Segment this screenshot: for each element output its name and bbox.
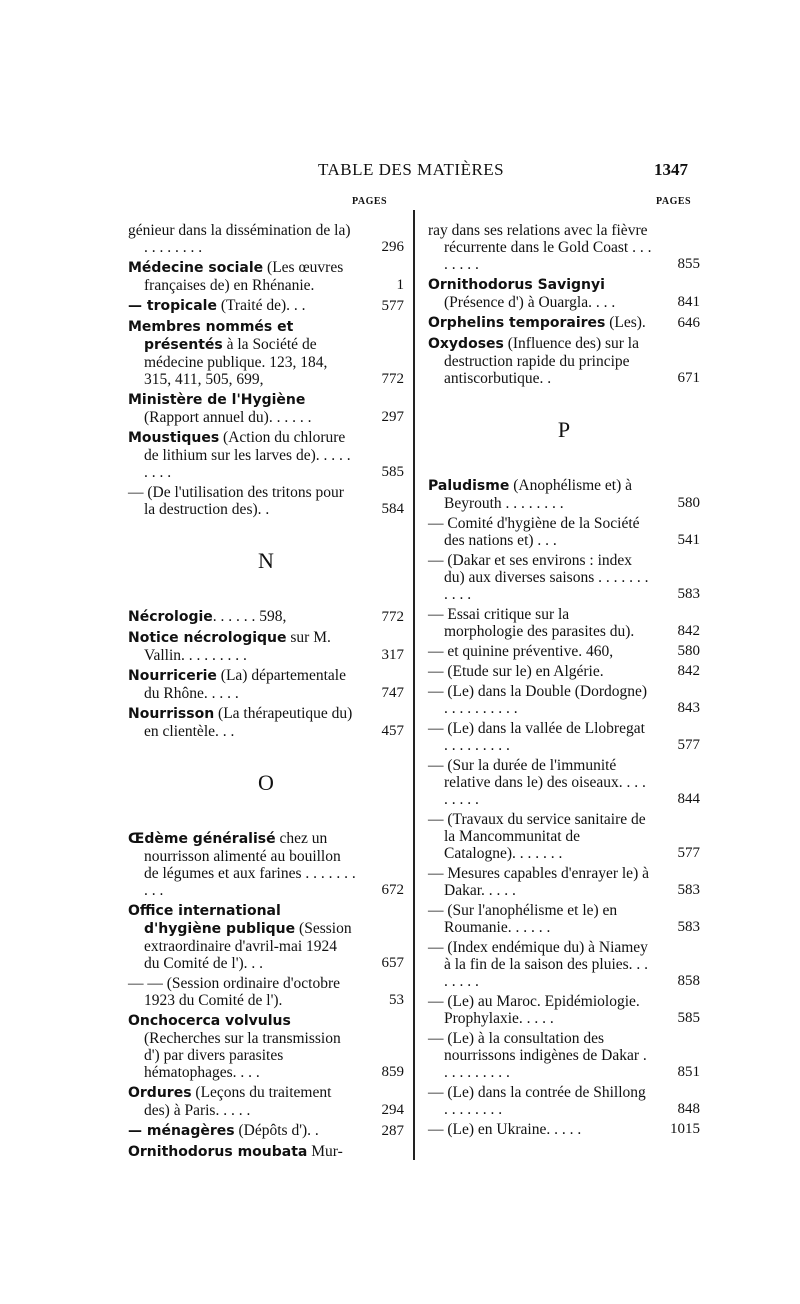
entry-page-number: 577	[677, 737, 700, 753]
entry-description: (Session extraordinaire d'avril-mai 1924 du Comité de l'). . .	[144, 920, 352, 972]
entry-text	[128, 705, 404, 740]
entry-description: ray dans ses relations avec la fièvre récurrente dans le Gold Coast . . . . . . . .	[428, 222, 652, 273]
entry-keyword: Ornithodorus moubata	[128, 1144, 308, 1160]
entry-text	[428, 1084, 700, 1118]
entry-description: — (Index endémique du) à Niamey à la fin de la saison des pluies. . . . . . . .	[428, 939, 649, 990]
right-entries-o	[428, 222, 700, 387]
entry-page-number: 297	[381, 409, 404, 425]
entry-page-number: 583	[677, 586, 700, 602]
index-entry	[428, 902, 700, 936]
entry-text	[428, 757, 700, 808]
entry-text	[128, 902, 404, 972]
entry-text	[128, 1084, 404, 1119]
entry-description: (Présence d') à Ouargla. . . .	[444, 294, 616, 311]
entry-page-number: 577	[381, 298, 404, 314]
entry-text	[428, 515, 700, 549]
entry-description: (Recherches sur la transmission d') par divers parasites hématophages. . . .	[144, 1030, 341, 1081]
entry-description: — Essai critique sur la morphologie des parasites du).	[428, 606, 635, 640]
entry-text	[428, 720, 700, 754]
entry-description: — (Dakar et ses environs : index du) aux diverses saisons . . . . . . . . . . .	[428, 552, 649, 603]
entry-description: sur M. Vallin. . . . . . . . .	[144, 629, 331, 664]
entry-text	[128, 318, 404, 388]
entry-page-number: 287	[381, 1123, 404, 1139]
entry-text	[428, 663, 700, 680]
entry-page-number: 584	[381, 501, 404, 517]
index-entry	[428, 276, 700, 311]
entry-description: — (Sur la durée de l'immunité relative dans le) des oiseaux. . . . . . . . .	[428, 757, 646, 808]
entry-description: à la Société de médecine publique. 123, 184, 315, 411, 505, 699,	[144, 336, 328, 388]
entry-text	[128, 1122, 404, 1140]
index-entry	[128, 259, 404, 294]
entry-description: Mur-	[307, 1143, 343, 1160]
entry-page-number: 855	[677, 256, 700, 272]
entry-text	[428, 335, 700, 387]
index-entry	[128, 1122, 404, 1140]
entry-page-number: 844	[677, 791, 700, 807]
index-entry	[128, 629, 404, 664]
entry-description: — Comité d'hygiène de la Société des nations et) . . .	[428, 515, 640, 549]
entry-page-number: 859	[381, 1064, 404, 1080]
entry-keyword: Paludisme	[428, 478, 510, 494]
entry-description: — (Le) dans la Double (Dordogne) . . . . . . . . . .	[428, 683, 648, 717]
entry-page-number: 772	[381, 371, 404, 387]
entry-description: — Mesures capables d'enrayer le) à Dakar. . . . .	[428, 865, 649, 899]
entry-keyword: Membres nommés et présentés	[128, 319, 294, 353]
entry-text	[128, 1012, 404, 1081]
entry-text	[428, 276, 700, 311]
entry-text	[128, 259, 404, 294]
index-entry	[128, 667, 404, 702]
entry-text	[128, 608, 404, 626]
entry-page-number: 672	[381, 882, 404, 898]
section-letter-n: N	[258, 548, 274, 573]
entry-description: . . . . . . 598,	[212, 608, 287, 625]
entry-text	[128, 975, 404, 1009]
left-entries-m	[128, 222, 404, 518]
entry-text	[128, 1143, 404, 1161]
entry-description: (Traité de). . .	[216, 297, 306, 314]
entry-text	[428, 314, 700, 332]
entry-description: (Anophélisme et) à Beyrouth . . . . . . . .	[444, 477, 633, 512]
entry-page-number: 848	[677, 1101, 700, 1117]
entry-description: chez un nourrisson alimenté au bouillon de légumes et aux farines . . . . . . . . . .	[144, 830, 356, 899]
entry-description: (La) départementale du Rhône. . . . .	[144, 667, 346, 702]
entry-text	[428, 683, 700, 717]
entry-description: — — (Session ordinaire d'octobre 1923 du Comité de l').	[128, 975, 340, 1009]
entry-description: (Dépôts d'). .	[234, 1122, 319, 1139]
left-entries-n	[128, 608, 404, 740]
entry-keyword: Onchocerca volvulus	[128, 1013, 291, 1029]
entry-text	[428, 993, 700, 1027]
index-entry	[128, 297, 404, 315]
index-entry	[428, 1121, 700, 1138]
entry-text	[428, 643, 700, 660]
entry-keyword: Nourrisson	[128, 706, 215, 722]
entry-page-number: 858	[677, 973, 700, 989]
entry-text	[428, 811, 700, 862]
entry-page-number: 580	[677, 643, 700, 659]
entry-description: — (De l'utilisation des tritons pour la destruction des). .	[128, 484, 344, 518]
entry-text	[128, 629, 404, 664]
index-entry	[428, 643, 700, 660]
entry-page-number: 577	[677, 845, 700, 861]
entry-text	[128, 429, 404, 481]
entry-page-number: 842	[677, 663, 700, 679]
entry-description: (Leçons du traitement des) à Paris. . . . .	[144, 1084, 332, 1119]
index-entry	[428, 993, 700, 1027]
entry-page-number: 772	[381, 609, 404, 625]
entry-page-number: 747	[381, 685, 404, 701]
entry-description: (Rapport annuel du). . . . . .	[144, 409, 312, 426]
index-entry	[128, 1012, 404, 1081]
page-number: 1347	[654, 160, 688, 179]
section-letter-o: O	[258, 770, 274, 795]
entry-description: — et quinine préventive. 460,	[428, 643, 614, 660]
section-letter-p: P	[557, 417, 571, 442]
entry-description: — (Le) dans la vallée de Llobregat . . . . . . . . .	[428, 720, 645, 754]
index-entry	[128, 608, 404, 626]
entry-keyword: — ménagères	[128, 1123, 235, 1139]
entry-keyword: Nourricerie	[128, 668, 217, 684]
entry-description: — (Le) à la consultation des nourrissons indigènes de Dakar . . . . . . . . . .	[428, 1030, 647, 1081]
page-title: TABLE DES MATIÈRES	[318, 160, 505, 179]
entry-text	[128, 484, 404, 518]
index-entry	[128, 391, 404, 426]
entry-keyword: Médecine sociale	[128, 260, 264, 276]
index-entry	[428, 477, 700, 512]
index-entry	[128, 902, 404, 972]
entry-page-number: 585	[381, 464, 404, 480]
entry-description: — (Le) dans la contrée de Shillong . . . . . . . .	[428, 1084, 646, 1118]
index-entry	[428, 1084, 700, 1118]
entry-text	[428, 606, 700, 640]
column-divider	[413, 210, 415, 1160]
entry-description: — (Sur l'anophélisme et le) en Roumanie. . . . . .	[428, 902, 618, 936]
running-header	[0, 160, 800, 184]
entry-page-number: 851	[677, 1064, 700, 1080]
entry-text	[428, 865, 700, 899]
entry-description: — (Le) en Ukraine. . . . .	[428, 1121, 582, 1138]
entry-page-number: 541	[677, 532, 700, 548]
index-entry	[128, 830, 404, 899]
entry-text	[128, 391, 404, 426]
index-entry	[128, 1143, 404, 1161]
index-entry	[428, 757, 700, 808]
entry-description: — (Travaux du service sanitaire de la Mancommunitat de Catalogne). . . . . . .	[428, 811, 646, 862]
entry-keyword: Notice nécrologique	[128, 630, 287, 646]
entry-keyword: Œdème généralisé	[128, 831, 276, 847]
index-entry	[428, 663, 700, 680]
entry-text	[428, 902, 700, 936]
entry-description: (La thérapeutique du) en clientèle. . .	[144, 705, 353, 740]
entry-description: (Action du chlorure de lithium sur les larves de). . . . . . . . .	[144, 429, 351, 481]
entry-description: (Les œuvres françaises de) en Rhénanie.	[144, 259, 344, 294]
entry-text	[128, 297, 404, 315]
entry-description: (Influence des) sur la destruction rapide du principe antiscorbutique. .	[444, 335, 639, 387]
index-entry	[428, 222, 700, 273]
entry-keyword: Ministère de l'Hygiène	[128, 392, 306, 408]
entry-text	[428, 939, 700, 990]
index-entry	[428, 552, 700, 603]
index-entry	[128, 429, 404, 481]
entry-text	[428, 1030, 700, 1081]
entry-page-number: 843	[677, 700, 700, 716]
index-entry	[428, 314, 700, 332]
entry-text	[128, 830, 404, 899]
entry-page-number: 296	[381, 239, 404, 255]
entry-keyword: Nécrologie	[128, 609, 213, 625]
entry-text	[428, 477, 700, 512]
entry-page-number: 317	[381, 647, 404, 663]
left-column	[128, 222, 404, 1164]
entry-keyword: — tropicale	[128, 298, 217, 314]
entry-text	[128, 222, 404, 256]
pages-label-left: PAGES	[352, 196, 388, 207]
entry-page-number: 646	[677, 315, 700, 331]
index-entry	[128, 318, 404, 388]
entry-text	[128, 667, 404, 702]
index-entry	[428, 606, 700, 640]
index-entry	[428, 865, 700, 899]
entry-page-number: 53	[389, 992, 404, 1008]
entry-page-number: 1015	[670, 1121, 700, 1137]
entry-keyword: Ornithodorus Savignyi	[428, 277, 605, 293]
right-entries-p	[428, 477, 700, 1138]
entry-page-number: 457	[381, 723, 404, 739]
entry-page-number: 657	[381, 955, 404, 971]
entry-page-number: 842	[677, 623, 700, 639]
entry-keyword: Ordures	[128, 1085, 192, 1101]
entry-keyword: Oxydoses	[428, 336, 504, 352]
index-entry	[428, 720, 700, 754]
entry-description: génieur dans la dissémination de la) . . . . . . . .	[128, 222, 351, 256]
entry-description: (Les).	[605, 314, 646, 331]
entry-text	[428, 1121, 700, 1138]
entry-keyword: Office international d'hygiène publique	[128, 903, 296, 937]
entry-page-number: 585	[677, 1010, 700, 1026]
entry-page-number: 1	[396, 277, 404, 293]
index-entry	[128, 975, 404, 1009]
index-entry	[428, 683, 700, 717]
index-entry	[428, 811, 700, 862]
entry-text	[428, 222, 700, 273]
entry-page-number: 580	[677, 495, 700, 511]
index-entry	[128, 705, 404, 740]
right-column	[428, 222, 700, 1141]
entry-page-number: 294	[381, 1102, 404, 1118]
index-entry	[128, 222, 404, 256]
entry-page-number: 583	[677, 919, 700, 935]
entry-keyword: Moustiques	[128, 430, 220, 446]
index-entry	[128, 484, 404, 518]
left-entries-o	[128, 830, 404, 1161]
index-entry	[428, 335, 700, 387]
entry-description: — (Etude sur le) en Algérie.	[428, 663, 604, 680]
entry-page-number: 583	[677, 882, 700, 898]
entry-keyword: Orphelins temporaires	[428, 315, 606, 331]
entry-page-number: 671	[677, 370, 700, 386]
index-entry	[428, 1030, 700, 1081]
index-entry	[128, 1084, 404, 1119]
entry-page-number: 841	[677, 294, 700, 310]
index-entry	[428, 515, 700, 549]
index-entry	[428, 939, 700, 990]
pages-label-right: PAGES	[656, 196, 692, 207]
entry-text	[428, 552, 700, 603]
entry-description: — (Le) au Maroc. Epidémiologie. Prophylaxie. . . . .	[428, 993, 640, 1027]
